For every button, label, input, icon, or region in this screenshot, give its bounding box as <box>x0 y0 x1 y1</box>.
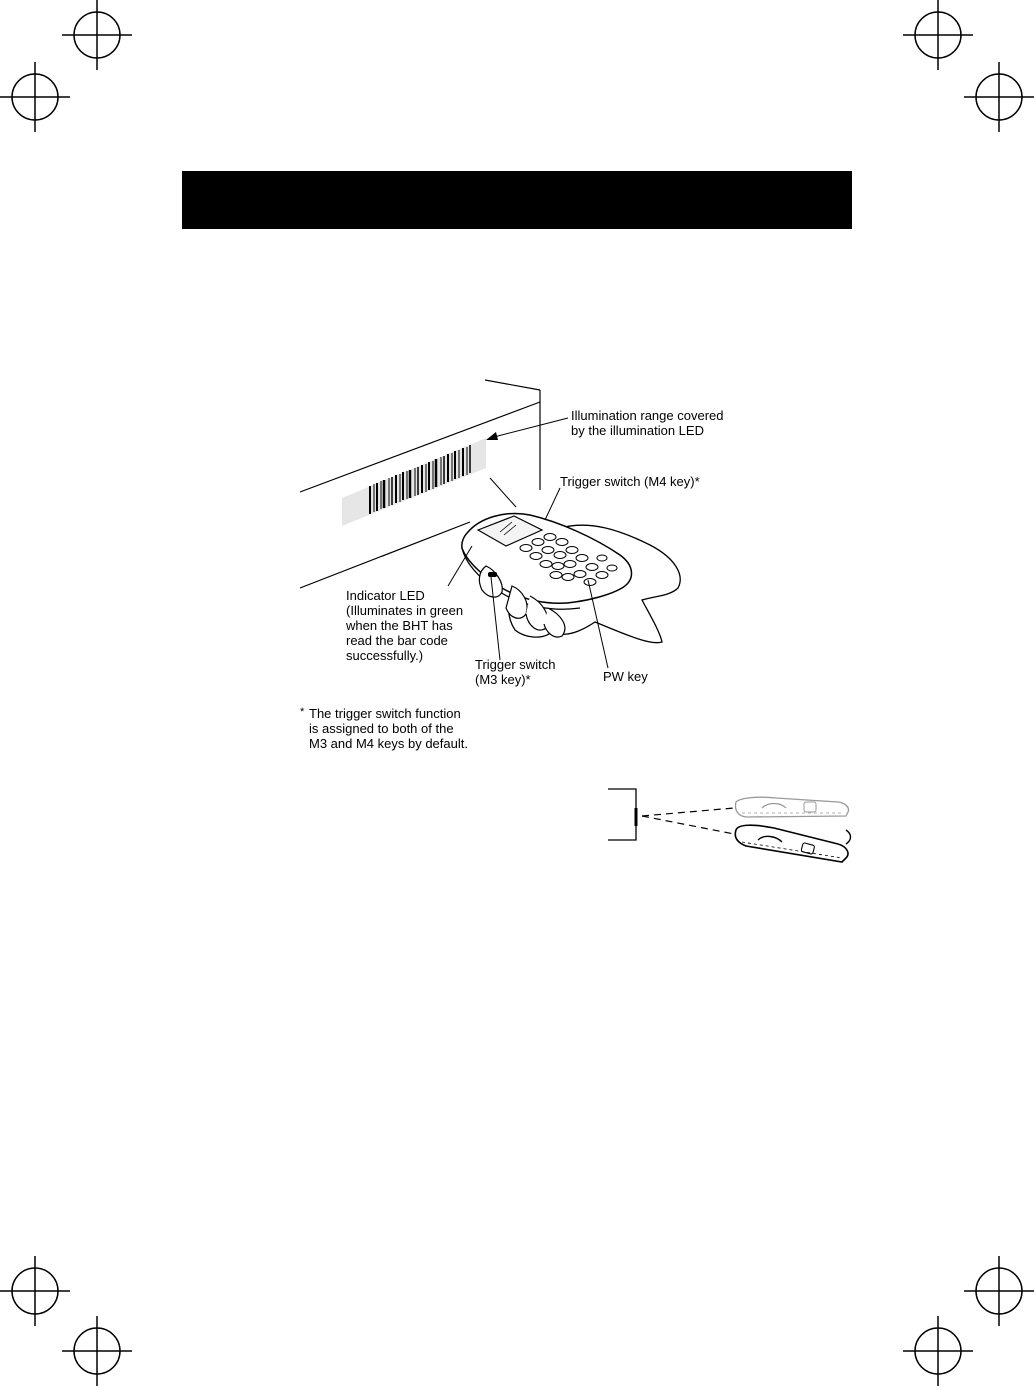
registration-mark-top-left-outer <box>62 0 132 70</box>
registration-mark-top-right-outer <box>903 0 973 70</box>
scanning-angle-illustration <box>606 784 862 884</box>
registration-mark-top-left-inner <box>0 62 70 132</box>
registration-mark-bottom-right-inner <box>964 1256 1034 1326</box>
registration-mark-bottom-left-outer <box>62 1316 132 1386</box>
scanning-angle-drawing <box>606 784 862 884</box>
registration-mark-top-right-inner <box>964 62 1034 132</box>
label-illumination-range: Illumination range covered by the illumination LED <box>571 408 724 438</box>
footnote-text: The trigger switch function is assigned to both of the M3 and M4 keys by default. <box>309 706 468 751</box>
label-trigger-switch-m3: Trigger switch (M3 key)* <box>475 657 556 687</box>
section-header-bar <box>182 171 852 229</box>
label-pw-key: PW key <box>603 669 648 684</box>
registration-mark-bottom-right-outer <box>903 1316 973 1386</box>
footnote <box>300 706 468 751</box>
footnote-marker: * <box>300 706 305 718</box>
registration-mark-bottom-left-inner <box>0 1256 70 1326</box>
label-indicator-led: Indicator LED (Illuminates in green when the BHT has read the bar code successfully.) <box>346 588 464 663</box>
label-trigger-switch-m4: Trigger switch (M4 key)* <box>560 474 700 489</box>
